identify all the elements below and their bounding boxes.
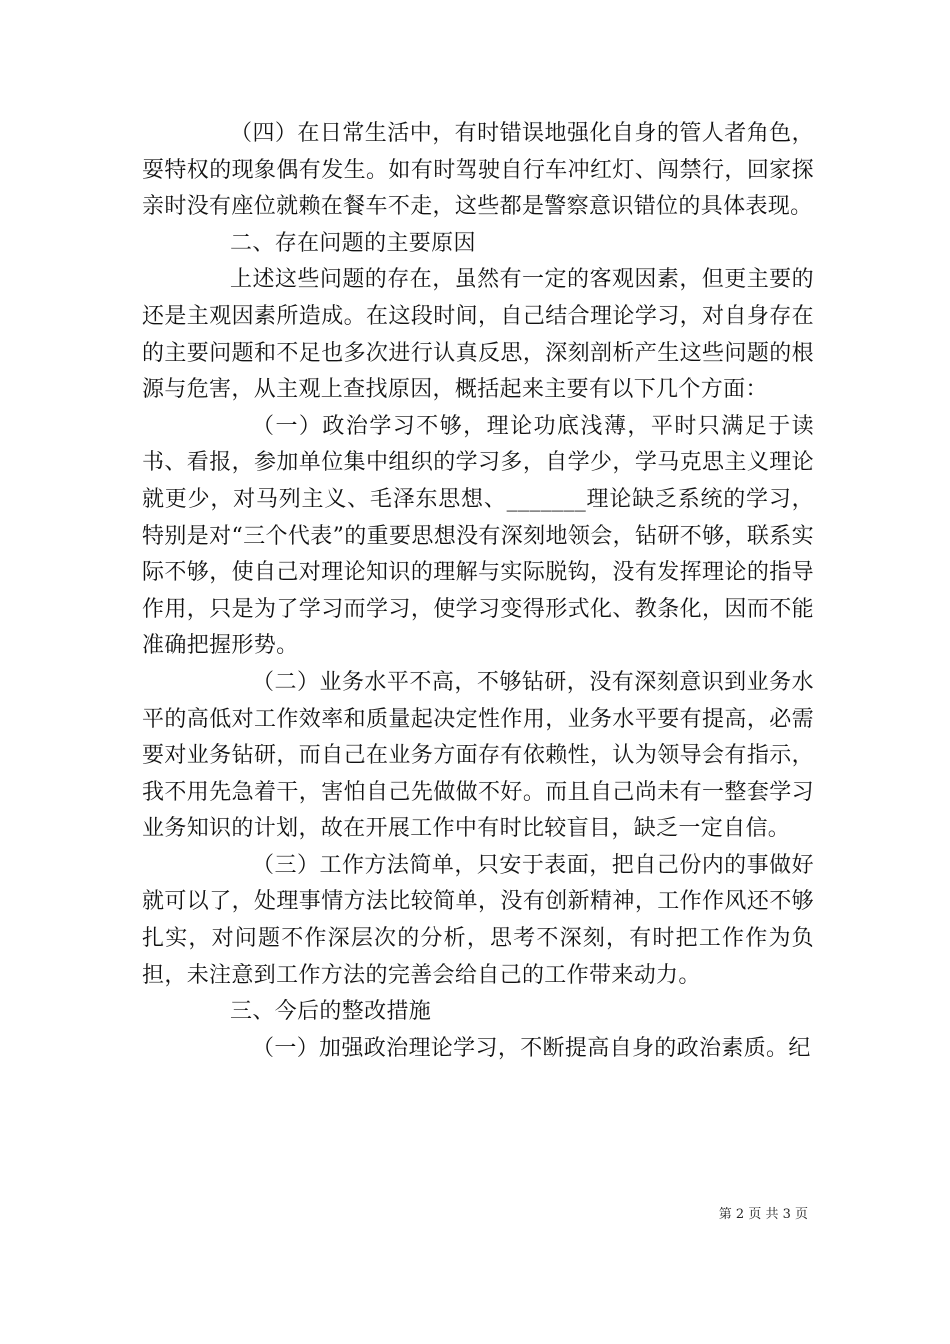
section-heading-main-causes: 二、存在问题的主要原因 — [230, 230, 476, 256]
paragraph-causes-intro: 上述这些问题的存在，虽然有一定的客观因素，但更主要的还是主观因素所造成。在这段时间，自己结合理论学习，对自身存在的主要问题和不足也多次进行认真反思，深刻剖析产生这些问题的根源与危害，从主观上查找原因，概括起来主要有以下几个方面： — [142, 267, 814, 403]
document-body — [142, 116, 814, 1067]
section-heading-rectification: 三、今后的整改措施 — [230, 999, 432, 1025]
paragraph-item-four-daily-life: （四）在日常生活中，有时错误地强化自身的管人者角色，耍特权的现象偶有发生。如有时驾驶自行车冲红灯、闯禁行，回家探亲时没有座位就赖在餐车不走，这些都是警察意识错位的具体表现。 — [142, 121, 814, 220]
paragraph-cause-one-political-study: （一）政治学习不够，理论功底浅薄，平时只满足于读书、看报，参加单位集中组织的学习多，自学少，学马克思主义理论就更少，对马列主义、毛泽东思想、_______理论缺乏系统的学习，特别是对“三个代表”的重要思想没有深刻地领会，钻研不够，联系实际不够，使自己对理论知识的理解与实际脱钩，没有发挥理论的指导作用，只是为了学习而学习，使学习变得形式化、教条化，因而不能准确把握形势。 — [142, 413, 814, 659]
paragraph-measure-one: （一）加强政治理论学习，不断提高自身的政治素质。纪 — [252, 1035, 811, 1061]
paragraph-cause-two-business-level: （二）业务水平不高，不够钻研，没有深刻意识到业务水平的高低对工作效率和质量起决定性作用，业务水平要有提高，必需要对业务钻研，而自己在业务方面存有依赖性，认为领导会有指示，我不用先急着干，害怕自己先做做不好。而且自己尚未有一整套学习业务知识的计划，故在开展工作中有时比较盲目，缺乏一定自信。 — [142, 669, 814, 842]
page-number-footer: 第 2 页 共 3 页 — [718, 1207, 808, 1222]
paragraph-cause-three-work-method: （三）工作方法简单，只安于表面，把自己份内的事做好就可以了，处理事情方法比较简单，没有创新精神，工作作风还不够扎实，对问题不作深层次的分析，思考不深刻，有时把工作作为负担，未注意到工作方法的完善会给自己的工作带来动力。 — [142, 852, 814, 988]
